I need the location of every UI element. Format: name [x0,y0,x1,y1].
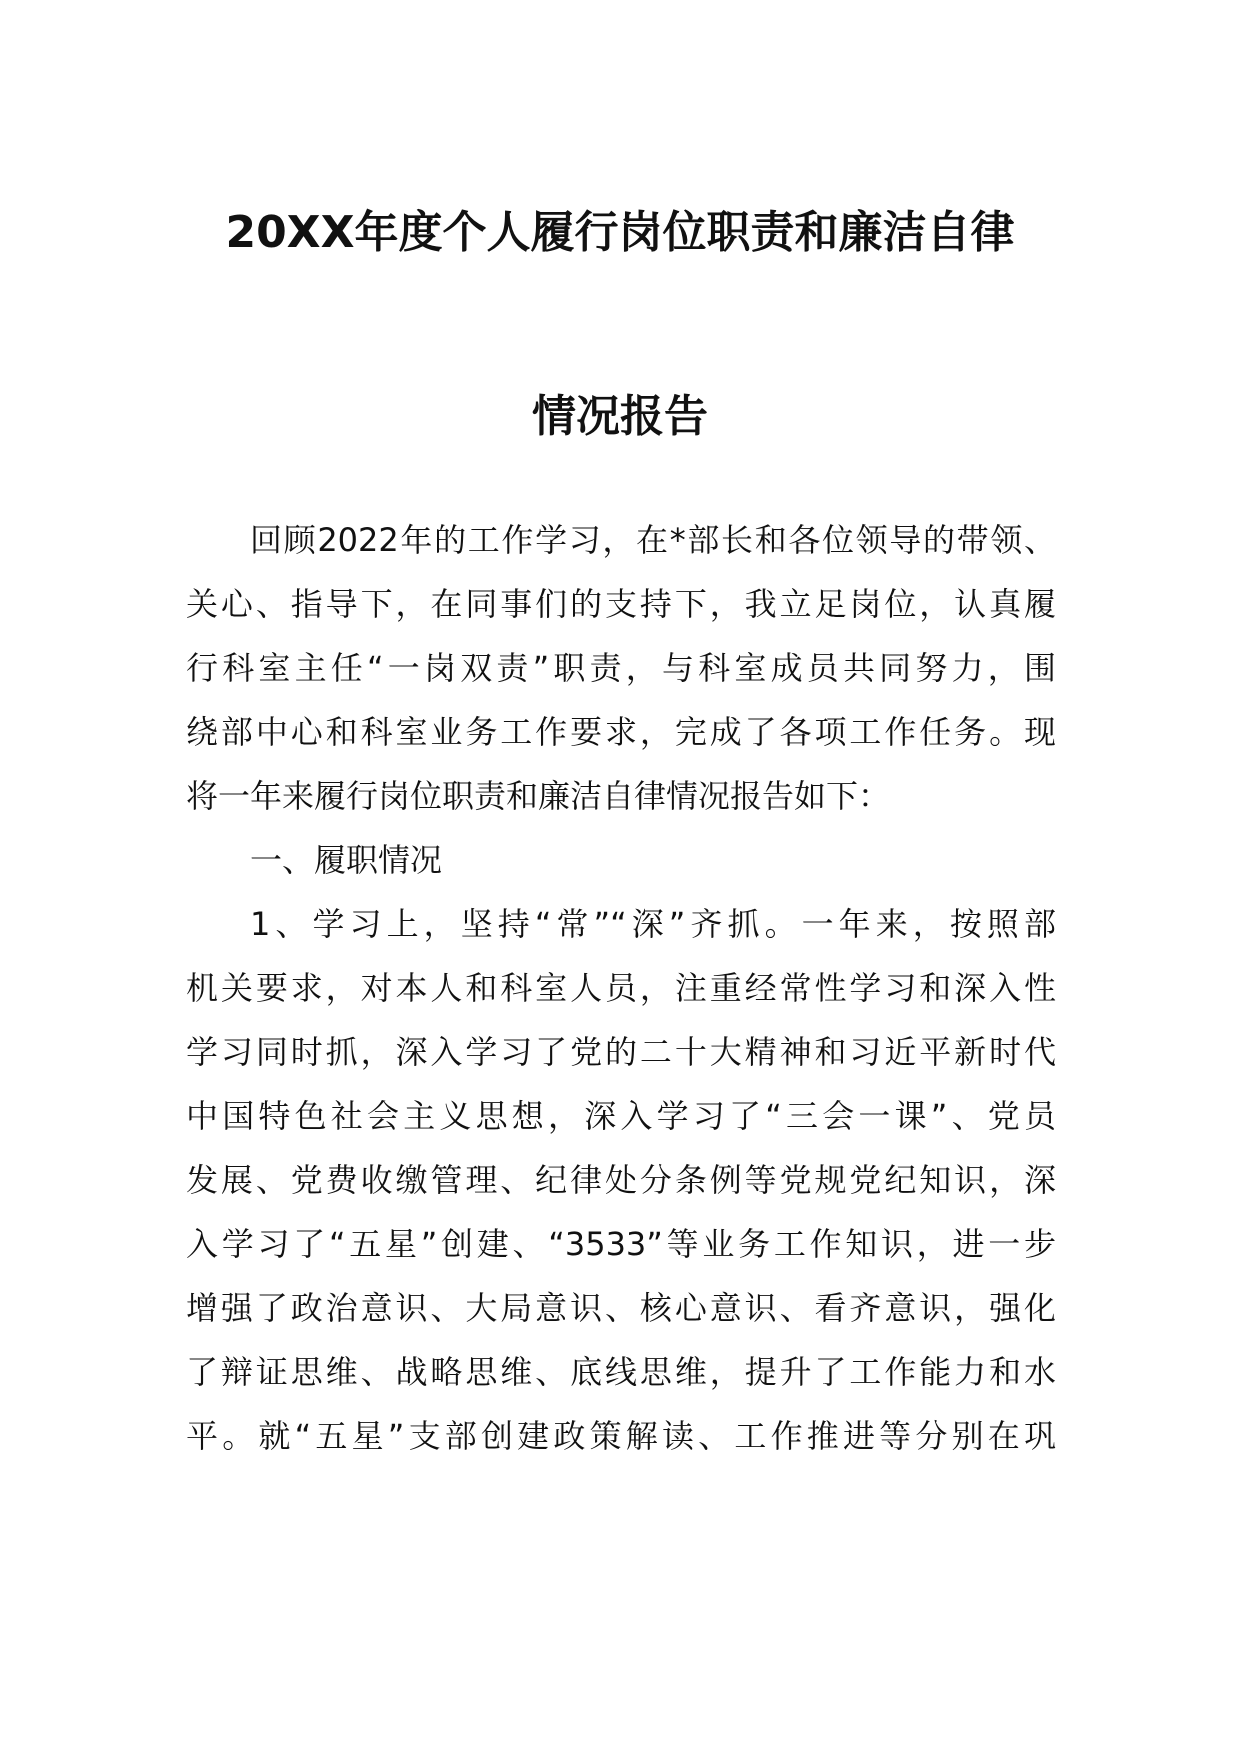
document-title-line2: 情况报告 [532,391,708,442]
paragraph-line: 绕部中心和科室业务工作要求，完成了各项工作任务。现 [186,713,1056,751]
paragraph-line: 发展、党费收缴管理、纪律处分条例等党规党纪知识，深 [186,1161,1056,1199]
paragraph-line: 关心、指导下，在同事们的支持下，我立足岗位，认真履 [186,585,1056,623]
paragraph-line: 行科室主任“一岗双责”职责，与科室成员共同努力，围 [186,649,1056,687]
paragraph-line: 学习同时抓，深入学习了党的二十大精神和习近平新时代 [186,1033,1056,1071]
paragraph-line: 回顾2022年的工作学习，在*部长和各位领导的带领、 [250,521,1056,559]
section-heading: 一、履职情况 [250,841,443,879]
paragraph-line: 中国特色社会主义思想，深入学习了“三会一课”、党员 [186,1097,1056,1135]
paragraph-line: 入学习了“五星”创建、“3533”等业务工作知识，进一步 [186,1225,1056,1263]
paragraph-line: 增强了政治意识、大局意识、核心意识、看齐意识，强化 [186,1289,1056,1327]
document-body [186,508,1056,1468]
paragraph-intro [186,508,1056,828]
paragraph-study [186,892,1056,1468]
paragraph-line: 1、学习上，坚持“常”“深”齐抓。一年来，按照部 [250,905,1056,943]
document-title-line1: 20XX年度个人履行岗位职责和廉洁自律 [225,207,1015,258]
paragraph-line: 将一年来履行岗位职责和廉洁自律情况报告如下： [186,777,891,815]
paragraph-line: 平。就“五星”支部创建政策解读、工作推进等分别在巩 [186,1417,1056,1455]
paragraph-line: 机关要求，对本人和科室人员，注重经常性学习和深入性 [186,969,1056,1007]
paragraph-line: 了辩证思维、战略思维、底线思维，提升了工作能力和水 [186,1353,1056,1391]
